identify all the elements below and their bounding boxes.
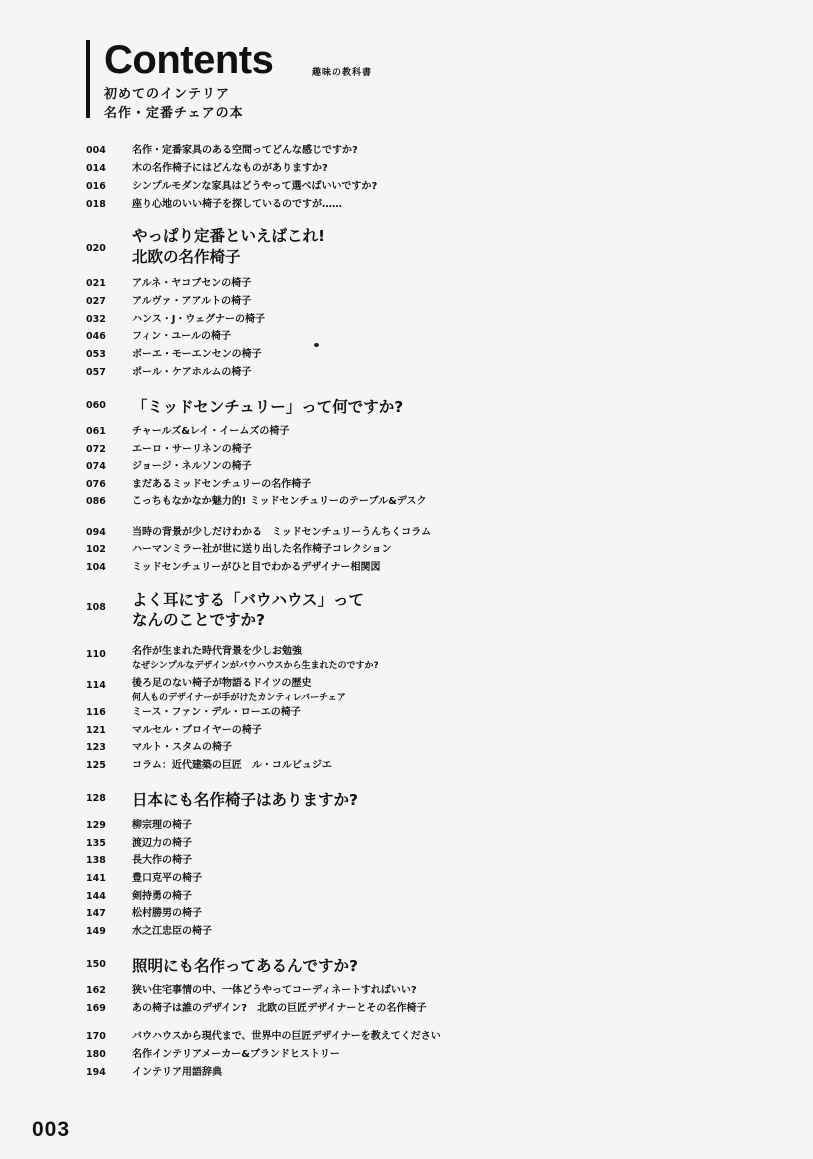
toc-page-number: 180 [86, 1049, 106, 1060]
toc-entry [0, 870, 813, 888]
toc-entry-title: ポール・ケアホルムの椅子 [132, 367, 252, 378]
toc-page-number: 108 [86, 602, 106, 613]
toc-entry-title: バウハウスから現代まで、世界中の巨匠デザイナーを教えてください [132, 1031, 441, 1042]
toc-page-number: 138 [86, 855, 106, 866]
toc-entry [0, 364, 813, 382]
toc-entry-title: 水之江忠臣の椅子 [132, 926, 212, 937]
toc-section [0, 397, 813, 415]
toc-entry [0, 524, 813, 542]
toc-page-number: 129 [86, 820, 106, 831]
toc-entry [0, 346, 813, 364]
toc-section-title: 北欧の名作椅子 [132, 248, 241, 266]
toc-entry [0, 982, 813, 1000]
toc-section [0, 790, 813, 808]
toc-page-number: 016 [86, 181, 106, 192]
toc-entry-title: 豊口克平の椅子 [132, 873, 202, 884]
toc-entry-title: インテリア用語辞典 [132, 1067, 222, 1078]
toc-entry [0, 677, 813, 705]
toc-section-heading [0, 592, 813, 610]
book-subtitle-line2: 名作・定番チェアの本 [104, 106, 244, 121]
toc-entry-title-sub: 何人ものデザイナーが手がけたカンティレバーチェア [132, 693, 346, 703]
header-bar [86, 40, 90, 118]
toc-entry-title: アルネ・ヤコブセンの椅子 [132, 278, 252, 289]
toc-page-number: 018 [86, 199, 106, 210]
toc-section-title: 日本にも名作椅子はありますか? [132, 791, 358, 809]
series-name: 趣味の教科書 [312, 68, 373, 78]
toc-page-number: 194 [86, 1067, 106, 1078]
toc-page-number: 027 [86, 296, 106, 307]
toc-entry-title: フィン・ユールの椅子 [132, 331, 231, 342]
toc-page-number: 060 [86, 400, 106, 411]
toc-section-heading [0, 228, 813, 246]
toc-entry-title: あの椅子は誰のデザイン? 北欧の巨匠デザイナーとその名作椅子 [132, 1003, 427, 1014]
toc-entry [0, 1028, 813, 1046]
toc-page-number: 086 [86, 496, 106, 507]
toc-page-number: 149 [86, 926, 106, 937]
toc-page-number: 072 [86, 444, 106, 455]
toc-page-number: 061 [86, 426, 106, 437]
toc-page-number: 014 [86, 163, 106, 174]
toc-page-number: 114 [86, 680, 106, 691]
toc-page-number: 020 [86, 243, 106, 254]
toc-page-number: 150 [86, 959, 106, 970]
toc-entry-title: ハンス・J・ウェグナーの椅子 [132, 314, 266, 325]
toc-page-number: 125 [86, 760, 106, 771]
toc-page-number: 053 [86, 349, 106, 360]
toc-entry [0, 160, 813, 178]
toc-entry [0, 1064, 813, 1082]
toc-section-title: なんのことですか? [132, 611, 265, 629]
toc-entry-title: 当時の背景が少しだけわかる ミッドセンチュリーうんちくコラム [132, 527, 432, 538]
toc-entry-title: シンプルモダンな家具はどうやって選べばいいですか? [132, 181, 378, 192]
toc-section-title: 「ミッドセンチュリー」って何ですか? [132, 398, 404, 416]
toc-page-number: 094 [86, 527, 106, 538]
book-subtitle-line1: 初めてのインテリア [104, 87, 231, 102]
toc-page-number: 170 [86, 1031, 106, 1042]
toc-page-number: 144 [86, 891, 106, 902]
toc-entry-title: ジョージ・ネルソンの椅子 [132, 461, 252, 472]
toc-entry-title: 名作・定番家具のある空間ってどんな感じですか? [132, 145, 358, 156]
toc-page-number: 021 [86, 278, 106, 289]
page-title: Contents [104, 38, 274, 82]
toc-entry-title: ミース・ファン・デル・ローエの椅子 [132, 707, 301, 718]
toc-entry-title: ボーエ・モーエンセンの椅子 [132, 349, 262, 360]
toc-page-number: 110 [86, 649, 106, 660]
toc-page-number: 032 [86, 314, 106, 325]
toc-entry [0, 328, 813, 346]
toc-entry-title: ハーマンミラー社が世に送り出した名作椅子コレクション [132, 544, 392, 555]
toc-page-number: 004 [86, 145, 106, 156]
toc-entry-title: コラム：近代建築の巨匠 ル・コルビュジエ [132, 760, 332, 771]
toc-entry [0, 835, 813, 853]
toc-section-heading [0, 612, 813, 630]
toc-page-number: 169 [86, 1003, 106, 1014]
toc-entry-title: チャールズ&レイ・イームズの椅子 [132, 426, 290, 437]
toc-entry [0, 852, 813, 870]
toc-entry-title [132, 677, 346, 705]
toc-page-number: 076 [86, 479, 106, 490]
toc-entry-title-sub: なぜシンプルなデザインがバウハウスから生まれたのですか? [132, 661, 379, 671]
toc-entry [0, 458, 813, 476]
toc-entry-title: ミッドセンチュリーがひと目でわかるデザイナー相関図 [132, 562, 381, 573]
toc-entry [0, 493, 813, 511]
toc-entry-title: 長大作の椅子 [132, 855, 192, 866]
toc-section [0, 956, 813, 974]
toc-page-number: 141 [86, 873, 106, 884]
toc-entry [0, 888, 813, 906]
toc-section-title: よく耳にする「バウハウス」って [132, 591, 365, 609]
toc-entry [0, 275, 813, 293]
toc-page-number: 123 [86, 742, 106, 753]
toc-entry-title: 名作インテリアメーカー&ブランドヒストリー [132, 1049, 340, 1060]
toc-section-title: 照明にも名作ってあるんですか? [132, 957, 358, 975]
toc-entry [0, 178, 813, 196]
toc-entry-title: 木の名作椅子にはどんなものがありますか? [132, 163, 328, 174]
toc-entry [0, 293, 813, 311]
toc-entry [0, 905, 813, 923]
toc-entry [0, 923, 813, 941]
toc-entry [0, 142, 813, 160]
toc-entry [0, 645, 813, 673]
toc-entry [0, 739, 813, 757]
toc-entry [0, 757, 813, 775]
toc-entry [0, 311, 813, 329]
toc-entry-title: 剣持勇の椅子 [132, 891, 192, 902]
toc-entry-title: 狭い住宅事情の中、一体どうやってコーディネートすればいい? [132, 985, 417, 996]
toc-page-number: 121 [86, 725, 106, 736]
toc-entry-title [132, 645, 379, 673]
toc-entry [0, 423, 813, 441]
toc-section-title: やっぱり定番といえばこれ! [132, 227, 326, 245]
ink-speck [314, 343, 319, 347]
toc-page-number: 116 [86, 707, 106, 718]
toc-entry [0, 1000, 813, 1018]
toc-entry [0, 476, 813, 494]
toc-entry [0, 1046, 813, 1064]
toc-entry-title: 松村勝男の椅子 [132, 908, 202, 919]
toc-entry [0, 704, 813, 722]
toc-entry-title: マルセル・ブロイヤーの椅子 [132, 725, 262, 736]
toc-entry [0, 722, 813, 740]
toc-entry-title: まだあるミッドセンチュリーの名作椅子 [132, 479, 312, 490]
toc-entry-title-main: 名作が生まれた時代背景を少しお勉強 [132, 646, 302, 657]
toc-page-number: 046 [86, 331, 106, 342]
toc-page-number: 057 [86, 367, 106, 378]
toc-entry [0, 541, 813, 559]
toc-section-heading [0, 249, 813, 267]
toc-page-number: 147 [86, 908, 106, 919]
toc-entry-title: マルト・スタムの椅子 [132, 742, 232, 753]
toc-page-number: 074 [86, 461, 106, 472]
toc-entry [0, 441, 813, 459]
toc-entry-title: こっちもなかなか魅力的! ミッドセンチュリーのテーブル&デスク [132, 496, 427, 507]
toc-entry-title: アルヴァ・アアルトの椅子 [132, 296, 252, 307]
toc-entry [0, 196, 813, 214]
toc-page-number: 162 [86, 985, 106, 996]
toc-entry-title: 柳宗理の椅子 [132, 820, 192, 831]
toc-entry [0, 817, 813, 835]
toc-page-number: 104 [86, 562, 106, 573]
toc-entry [0, 559, 813, 577]
toc-entry-title-main: 後ろ足のない椅子が物語るドイツの歴史 [132, 678, 312, 689]
toc-entry-title: 座り心地のいい椅子を探しているのですが…… [132, 199, 342, 210]
toc-page-number: 135 [86, 838, 106, 849]
toc-entry-title: エーロ・サーリネンの椅子 [132, 444, 252, 455]
toc-page-number: 102 [86, 544, 106, 555]
toc-entry-title: 渡辺力の椅子 [132, 838, 192, 849]
toc-page-number: 128 [86, 793, 106, 804]
page-number: 003 [32, 1118, 71, 1141]
